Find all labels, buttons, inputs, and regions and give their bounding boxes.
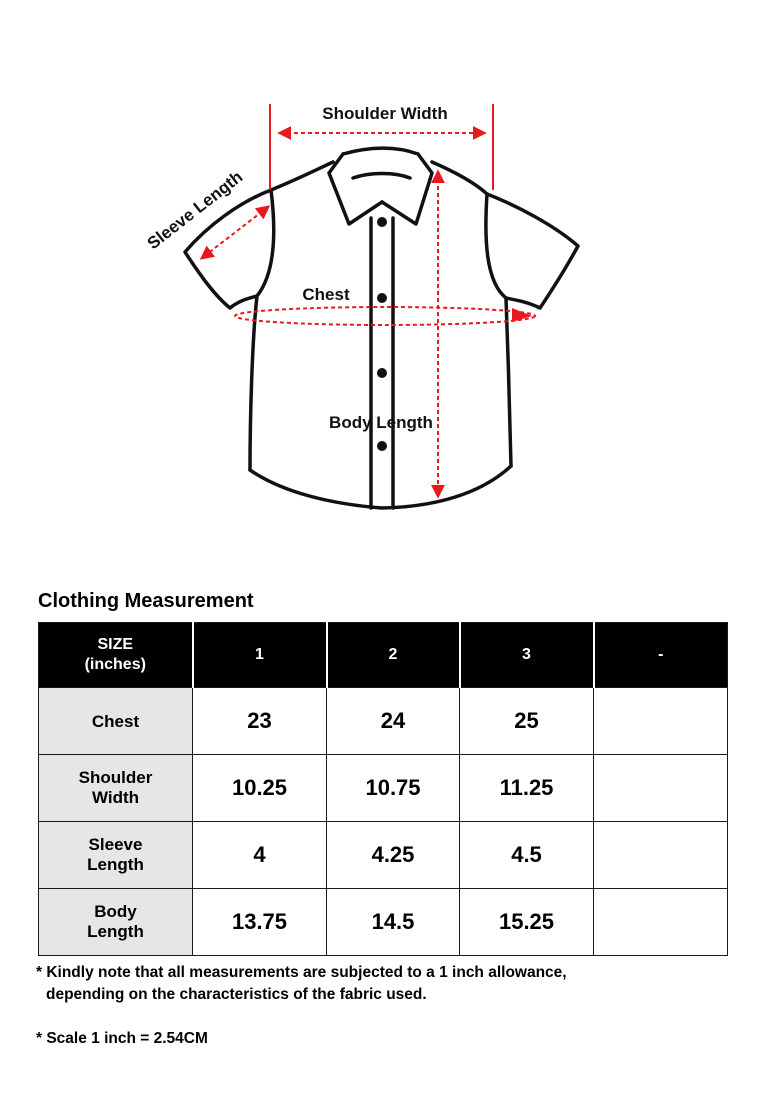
size-column-header: 2	[327, 623, 460, 688]
table-cell: 15.25	[460, 889, 594, 956]
table-cell: 23	[193, 688, 327, 755]
shirt-diagram-svg	[0, 0, 762, 540]
shirt-hem	[250, 466, 511, 508]
table-row-sleeve-length	[39, 822, 728, 889]
row-label-text: Length	[87, 922, 144, 941]
row-label-text: Sleeve	[88, 835, 143, 854]
table-cell	[594, 688, 728, 755]
allowance-note-line2: depending on the characteristics of the fabric used.	[46, 986, 427, 1003]
shirt-measurement-diagram	[0, 0, 762, 540]
row-label	[39, 889, 193, 956]
size-column-header: -	[594, 623, 728, 688]
table-cell: 4	[193, 822, 327, 889]
sleeve-length-arrow	[202, 207, 268, 258]
table-cell	[594, 822, 728, 889]
shirt-right-side	[486, 194, 511, 466]
table-cell: 25	[460, 688, 594, 755]
collar-back	[343, 148, 418, 154]
row-label	[39, 755, 193, 822]
size-header-cell	[39, 623, 193, 688]
size-chart-table	[38, 622, 728, 956]
scale-note: * Scale 1 inch = 2.54CM	[36, 1030, 208, 1047]
table-title: Clothing Measurement	[38, 590, 254, 612]
row-label-text: Chest	[91, 711, 140, 731]
unit-header-label: (inches)	[84, 656, 146, 673]
sleeve-length-label: Sleeve Length	[143, 167, 247, 254]
table-row-shoulder-width	[39, 755, 728, 822]
row-label-text: Body	[94, 902, 137, 921]
shoulder-width-label: Shoulder Width	[322, 104, 448, 123]
row-label	[39, 822, 193, 889]
collar-right	[382, 154, 432, 224]
table-cell: 10.75	[327, 755, 460, 822]
table-cell: 14.5	[327, 889, 460, 956]
table-cell	[594, 755, 728, 822]
table-cell: 10.25	[193, 755, 327, 822]
chest-arrow-tip	[512, 308, 532, 322]
table-cell: 4.5	[460, 822, 594, 889]
row-label	[39, 688, 193, 755]
table-row-body-length	[39, 889, 728, 956]
table-row-chest	[39, 688, 728, 755]
chest-ellipse	[235, 307, 535, 325]
body-length-label: Body Length	[329, 413, 433, 432]
shirt-right-shoulder	[432, 162, 487, 194]
shirt-outline	[185, 148, 578, 508]
placket	[371, 218, 393, 508]
table-header-row	[39, 623, 728, 688]
table-cell: 4.25	[327, 822, 460, 889]
allowance-note	[36, 962, 736, 1006]
size-column-header: 1	[193, 623, 327, 688]
button-dot	[377, 293, 387, 303]
shirt-left-side	[250, 190, 274, 470]
row-label-text: Width	[91, 788, 140, 807]
collar-inner	[353, 174, 410, 179]
row-label-text: Shoulder	[78, 768, 153, 787]
collar-left	[329, 154, 382, 224]
button-dot	[377, 368, 387, 378]
chest-label: Chest	[302, 285, 350, 304]
table-cell	[594, 889, 728, 956]
table-cell: 24	[327, 688, 460, 755]
table-cell: 13.75	[193, 889, 327, 956]
button-dot	[377, 441, 387, 451]
row-label-text: Length	[87, 855, 144, 874]
button-dot	[377, 217, 387, 227]
shirt-left-shoulder	[271, 162, 333, 190]
table-cell: 11.25	[460, 755, 594, 822]
allowance-note-line1: * Kindly note that all measurements are subjected to a 1 inch allowance,	[36, 964, 567, 981]
size-header-label: SIZE	[97, 636, 134, 653]
size-column-header: 3	[460, 623, 594, 688]
